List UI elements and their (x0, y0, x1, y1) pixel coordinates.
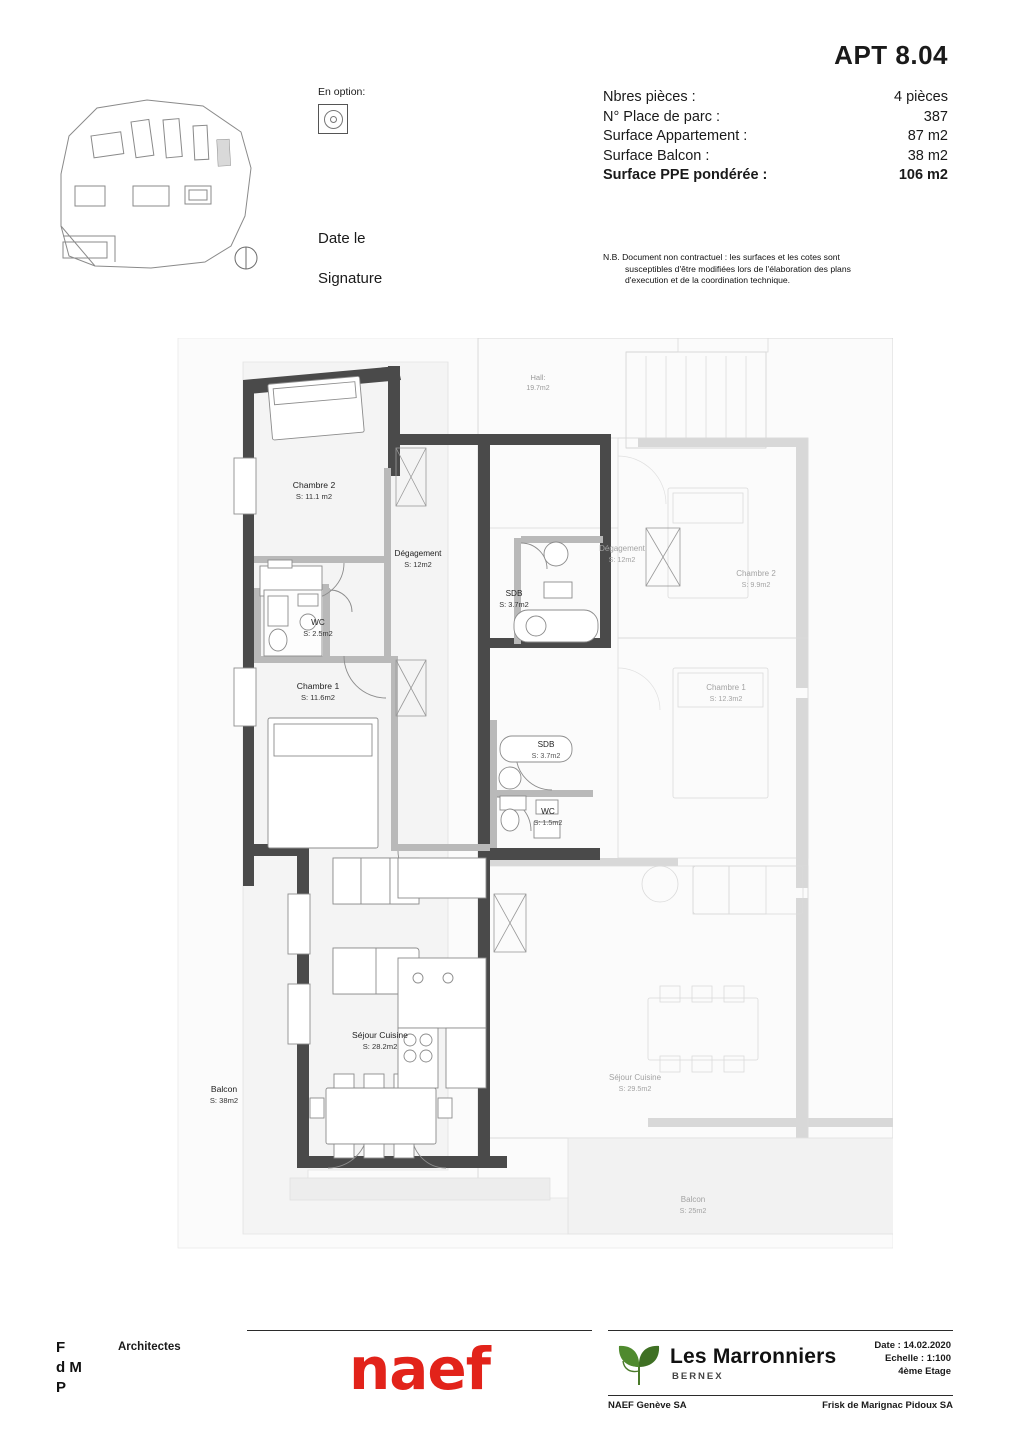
room-area: S: 11.6m2 (300, 693, 336, 702)
spec-row (603, 166, 948, 186)
marronniers-name: Les Marronniers (670, 1345, 837, 1368)
disclaimer-line-1: N.B. Document non contractuel : les surfaces et les cotes sont (603, 252, 840, 262)
apartment-title: APT 8.04 (834, 40, 948, 70)
room-area: S: 25m2 (679, 1206, 707, 1215)
spec-label: Surface Balcon : (603, 147, 710, 164)
spec-label: Surface PPE pondérée : (603, 167, 768, 183)
room-area: S: 2.5m2 (303, 629, 333, 638)
disclaimer-line-3: d'execution et de la coordination technique. (625, 275, 791, 285)
room-area: S: 12m2 (404, 560, 432, 569)
spec-row (603, 147, 948, 167)
spec-value: 387 (923, 108, 948, 125)
spec-value: 38 m2 (907, 147, 948, 164)
option-legend-label: En option: (318, 86, 366, 98)
date-line: Date : 14.02.2020 (874, 1340, 951, 1351)
room-area: S: 29.5m2 (618, 1084, 652, 1093)
spec-value: 87 m2 (907, 128, 948, 144)
room-label: WC (541, 807, 555, 816)
disclaimer-line-2: susceptibles d'être modifiées lors de l'élaboration des plans (625, 263, 851, 274)
spec-value: 106 m2 (898, 167, 948, 183)
room-label: Chambre 2 (736, 569, 776, 578)
room-area: 19.7m2 (526, 385, 550, 392)
leaf-icon (616, 1341, 662, 1387)
spec-row (603, 127, 948, 147)
room-label: Hall: (530, 373, 546, 382)
room-label: Dégagement (394, 549, 442, 558)
fdmp-line-3: P (56, 1379, 67, 1396)
spec-row (603, 108, 948, 128)
fdmp-line-1: F (56, 1339, 66, 1356)
room-label: SDB (505, 589, 523, 598)
signature-field-label: Signature (318, 270, 383, 287)
room-label: Chambre 2 (292, 480, 336, 490)
spec-label: Nbres pièces : (603, 89, 696, 105)
room-area: S: 3.7m2 (499, 600, 529, 609)
room-label: SDB (537, 740, 555, 749)
room-label: Séjour Cuisine (352, 1030, 408, 1040)
frisk-entity: Frisk de Marignac Pidoux SA (822, 1400, 953, 1411)
spec-label: N° Place de parc : (603, 108, 721, 125)
scale-line: Echelle : 1:100 (884, 1353, 951, 1364)
room-label: Chambre 1 (706, 683, 746, 692)
naef-logo: naef (349, 1335, 490, 1403)
spec-label: Surface Appartement : (603, 128, 748, 144)
drawing-meta (874, 1339, 951, 1378)
fdmp-line-2: d M (56, 1359, 82, 1376)
naef-block (247, 1330, 592, 1403)
room-area: S: 38m2 (209, 1096, 239, 1105)
room-label: Chambre 1 (296, 681, 340, 691)
apartment-specs (603, 88, 948, 186)
floor-plan-drawing (148, 338, 893, 1263)
room-label: WC (311, 618, 325, 627)
architectes-label: Architectes (118, 1341, 181, 1353)
room-label: Dégagement (599, 544, 645, 553)
date-field-label: Date le (318, 230, 366, 247)
room-area: S: 12m2 (608, 555, 636, 564)
option-symbol-icon (318, 104, 348, 134)
spec-row (603, 88, 948, 108)
naef-divider (247, 1330, 592, 1331)
room-area: S: 28.2m2 (362, 1042, 398, 1051)
marronniers-block (608, 1330, 953, 1411)
fdmp-logo (56, 1338, 82, 1398)
naef-entity: NAEF Genève SA (608, 1400, 687, 1411)
room-area: S: 11.1 m2 (295, 492, 333, 501)
room-area: S: 3.7m2 (531, 751, 561, 760)
floor-line: 4ème Etage (898, 1366, 951, 1377)
room-label: Balcon (210, 1084, 238, 1094)
spec-value: 4 pièces (893, 89, 948, 105)
room-area: S: 1.5m2 (533, 818, 563, 827)
room-label: Balcon (680, 1195, 706, 1204)
room-area: S: 9.9m2 (741, 580, 771, 589)
north-arrow-icon (233, 245, 259, 271)
marronniers-sub: BERNEX (672, 1371, 724, 1382)
option-legend (318, 86, 365, 134)
room-label: Séjour Cuisine (608, 1073, 662, 1082)
disclaimer-note (603, 252, 948, 287)
room-area: S: 12.3m2 (709, 694, 743, 703)
